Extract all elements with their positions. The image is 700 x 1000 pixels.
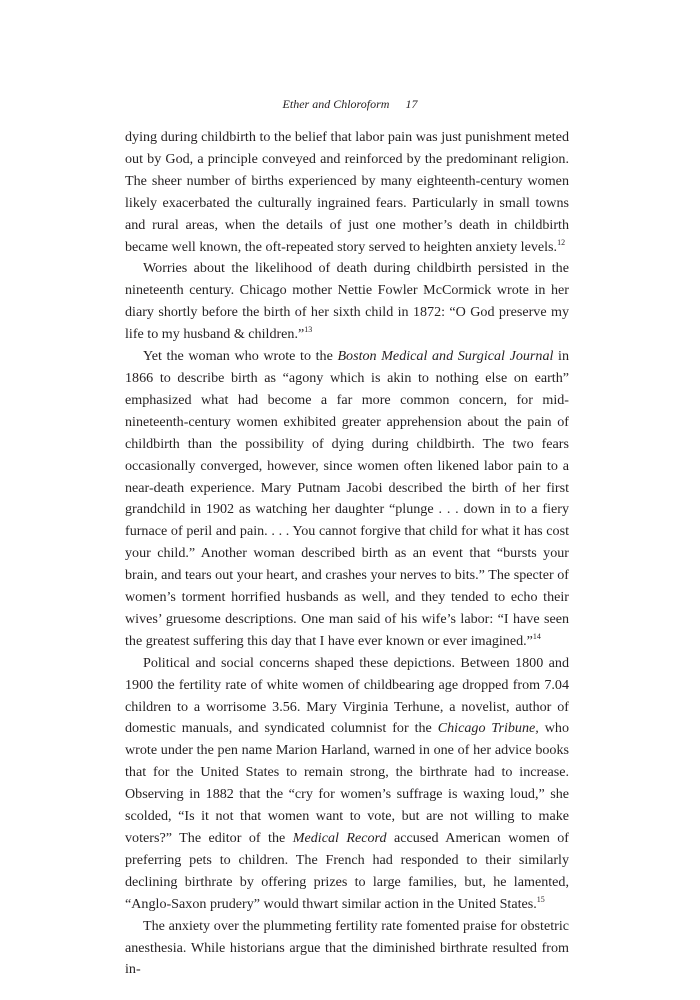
paragraph (125, 127, 569, 258)
body-text (125, 127, 569, 981)
text-run: dying during childbirth to the belief that labor pain was just punishment meted out by God, a principle conveyed and reinforced by the predominant religion. The sheer number of births experienced by many eighteenth-century women likely exacerbated the culturally ingrained fears. Particularly in small towns and rural areas, when the details of just one mother’s death in childbirth became well known, the oft-repeated story served to heighten anxiety levels. (125, 129, 569, 255)
text-run: Worries about the likelihood of death during childbirth persisted in the nineteenth century. Chicago mother Nettie Fowler McCormick wrote in her diary shortly before the birth of her sixth child in 1872: “O God preserve my life to my husband & children.” (125, 260, 569, 343)
running-title: Ether and Chloroform (282, 97, 390, 111)
text-run: in 1866 to describe birth as “agony which is akin to nothing else on earth” emphasized what had become a far more common concern, for mid-nineteenth-century women exhibited greater apprehension about the pain of childbirth than the possibility of dying during childbirth. The two fears occasionally converged, however, since women often likened labor pain to a near-death experience. Mary Putnam Jacobi described the birth of her first grandchild in 1902 as watching her daughter “plunge . . . down in to a fiery furnace of peril and pain. . . . You cannot forgive that child for what it has cost your child.” Another woman described birth as an event that “bursts your brain, and tears out your heart, and crashes your nerves to bits.” The specter of women’s torment horrified husbands as well, and they tended to echo their wives’ gruesome descriptions. One man said of his wife’s labor: “I have seen the greatest suffering this day that I have ever known or ever imagined.” (125, 348, 569, 649)
footnote-ref: 15 (536, 894, 545, 904)
footnote-ref: 12 (557, 237, 566, 247)
italic-title: Medical Record (292, 830, 387, 846)
paragraph (125, 258, 569, 346)
running-head (0, 96, 700, 112)
text-run: The anxiety over the plummeting fertility rate fomented praise for obstetric anesthesia. While historians argue that the diminished birthrate resulted from in- (125, 917, 569, 978)
paragraph (125, 653, 569, 916)
text-run: who wrote under the pen name Marion Harland, warned in one of her advice books that for the United States to remain strong, the birthrate had to increase. Observing in 1882 that the “cry for women’s suffrage is waxing loud,” she scolded, “Is it not that women want to vote, but are not willing to make voters?” The editor of the (125, 720, 570, 846)
footnote-ref: 13 (304, 325, 313, 335)
paragraph (125, 916, 569, 982)
italic-title: Chicago Tribune, (437, 720, 539, 737)
footnote-ref: 14 (532, 631, 541, 641)
text-run: accused American women of preferring pets to children. The French had responded to their similarly declining birthrate by offering prizes to large families, but, he lamented, “Anglo-Saxon prudery” would thwart similar action in the United States. (125, 830, 569, 912)
text-run: Yet the woman who wrote to the (143, 348, 338, 365)
text-run: Political and social concerns shaped these depictions. Between 1800 and 1900 the fertility rate of white women of childbearing age dropped from 7.04 children to a worrisome 3.56. Mary Virginia Terhune, a novelist, author of domestic manuals, and syndicated columnist for the (125, 654, 569, 737)
page-number: 17 (405, 97, 418, 111)
paragraph (125, 346, 569, 653)
italic-title: Boston Medical and Surgical Journal (337, 348, 554, 365)
